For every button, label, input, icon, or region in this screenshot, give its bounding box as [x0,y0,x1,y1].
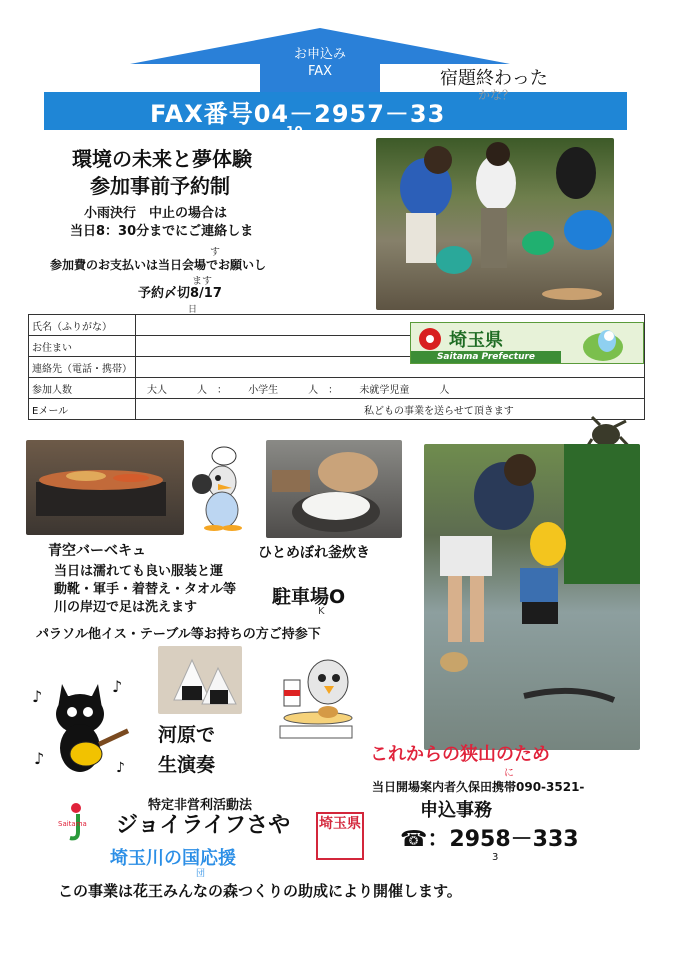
email-label: Eメール [29,399,136,420]
parasol-notice: パラソル他イス・テーブル等お持ちの方ご持参下 [36,627,321,642]
rain-line-2: 当日8：30分までにご連絡しま [70,224,254,239]
phone-cont: 3 [492,852,499,863]
npo-name: ジョイライフさや [116,813,291,838]
music-line-1: 河原で [158,724,216,746]
future-text: これからの狭山のため [370,744,550,765]
homework-text: 宿題終わった [440,68,548,89]
deadline: 予約〆切8/17 [138,286,222,301]
guide-contact: 当日開場案内者久保田携帯090-3521- [372,780,585,794]
fax-label: FAX [307,64,333,79]
fee-notice: 参加費のお支払いは当日会場でお願いし [50,258,267,272]
rain-notice [70,205,254,241]
office-phone: ☎：2958－333 [400,827,579,852]
penguin-breakfast-icon [274,656,358,742]
title-line-2: 参加事前予約制 [90,174,230,198]
blue-support-cont: 団 [196,869,206,879]
svg-text:♪: ♪ [32,687,43,706]
count-field[interactable] [136,378,645,399]
sponsor-note: この事業は花王みんなの森つくりの助成により開催します。 [58,882,462,900]
deadline-cont: 日 [188,305,198,315]
future-cont: に [504,768,514,779]
bbq-photo [26,440,184,535]
npo-type: 特定非営利活動法 [148,798,253,813]
apply-fax-label [260,46,380,80]
bbq-caption: 青空バーベキュ [48,543,146,559]
logo-name: 埼玉県 [449,330,503,351]
address-label: お住まい [29,336,136,357]
preschool-count: 未就学児童 人 [359,384,450,396]
clothes-line-2: 動靴・軍手・着替え・タオル等 [54,582,237,597]
name-label: 氏名（ふりがな） [29,315,136,336]
mascot-icon [569,325,639,361]
svg-text:♪: ♪ [112,677,123,696]
rice-pot-photo [266,440,402,538]
rain-line-1: 小雨決行 中止の場合は [84,206,228,221]
clothes-line-3: 川の岸辺で足は洗えます [54,600,198,615]
count-label: 参加人数 [29,378,136,399]
apply-label: お申込み [293,47,346,62]
live-music-text [158,720,215,780]
saitama-emblem-icon [419,328,441,350]
contact-label: 連絡先（電話・携帯） [29,357,136,378]
clothes-line-1: 当日は濡れても良い服装と運 [54,564,224,579]
event-title [72,146,252,200]
fax-number-cont: 10 [286,124,303,138]
river-play-photo [424,444,640,750]
rice-caption: ひとめぼれ釜炊き [258,545,370,561]
cat-guitar-icon [28,672,132,780]
rain-line-3: す [210,247,220,258]
fee-line-2: ます [192,276,212,287]
saitama-logo [410,322,644,364]
adult-count: 大人 人 ： [147,384,227,396]
fax-number: FAX番号04－2957－33 [150,100,446,128]
svg-text:♪: ♪ [116,760,125,776]
parking-notice: 駐車場O [272,586,346,608]
music-line-2: 生演奏 [158,754,216,776]
seal-stamp: 埼玉県 [316,812,364,860]
onigiri-photo [158,646,242,714]
chef-penguin-icon [190,444,252,532]
clothing-notice [54,563,236,617]
homework-text-cont: かな？ [478,88,515,102]
email-field[interactable] [136,399,645,420]
title-line-1: 環境の未来と夢体験 [72,147,252,171]
office-label: 申込事務 [420,800,492,821]
svg-text:♪: ♪ [34,749,45,768]
email-note: 私どもの事業を送らせて頂きます [364,405,514,417]
blue-support-text: 埼玉川の国応援 [110,848,236,869]
parking-cont: K [318,606,325,617]
child-count: 小学生 人 ： [248,384,339,396]
saitama-small-label: Saitama [58,820,87,828]
logo-english: Saitama Prefecture [411,351,561,363]
children-fishing-photo [376,138,614,310]
